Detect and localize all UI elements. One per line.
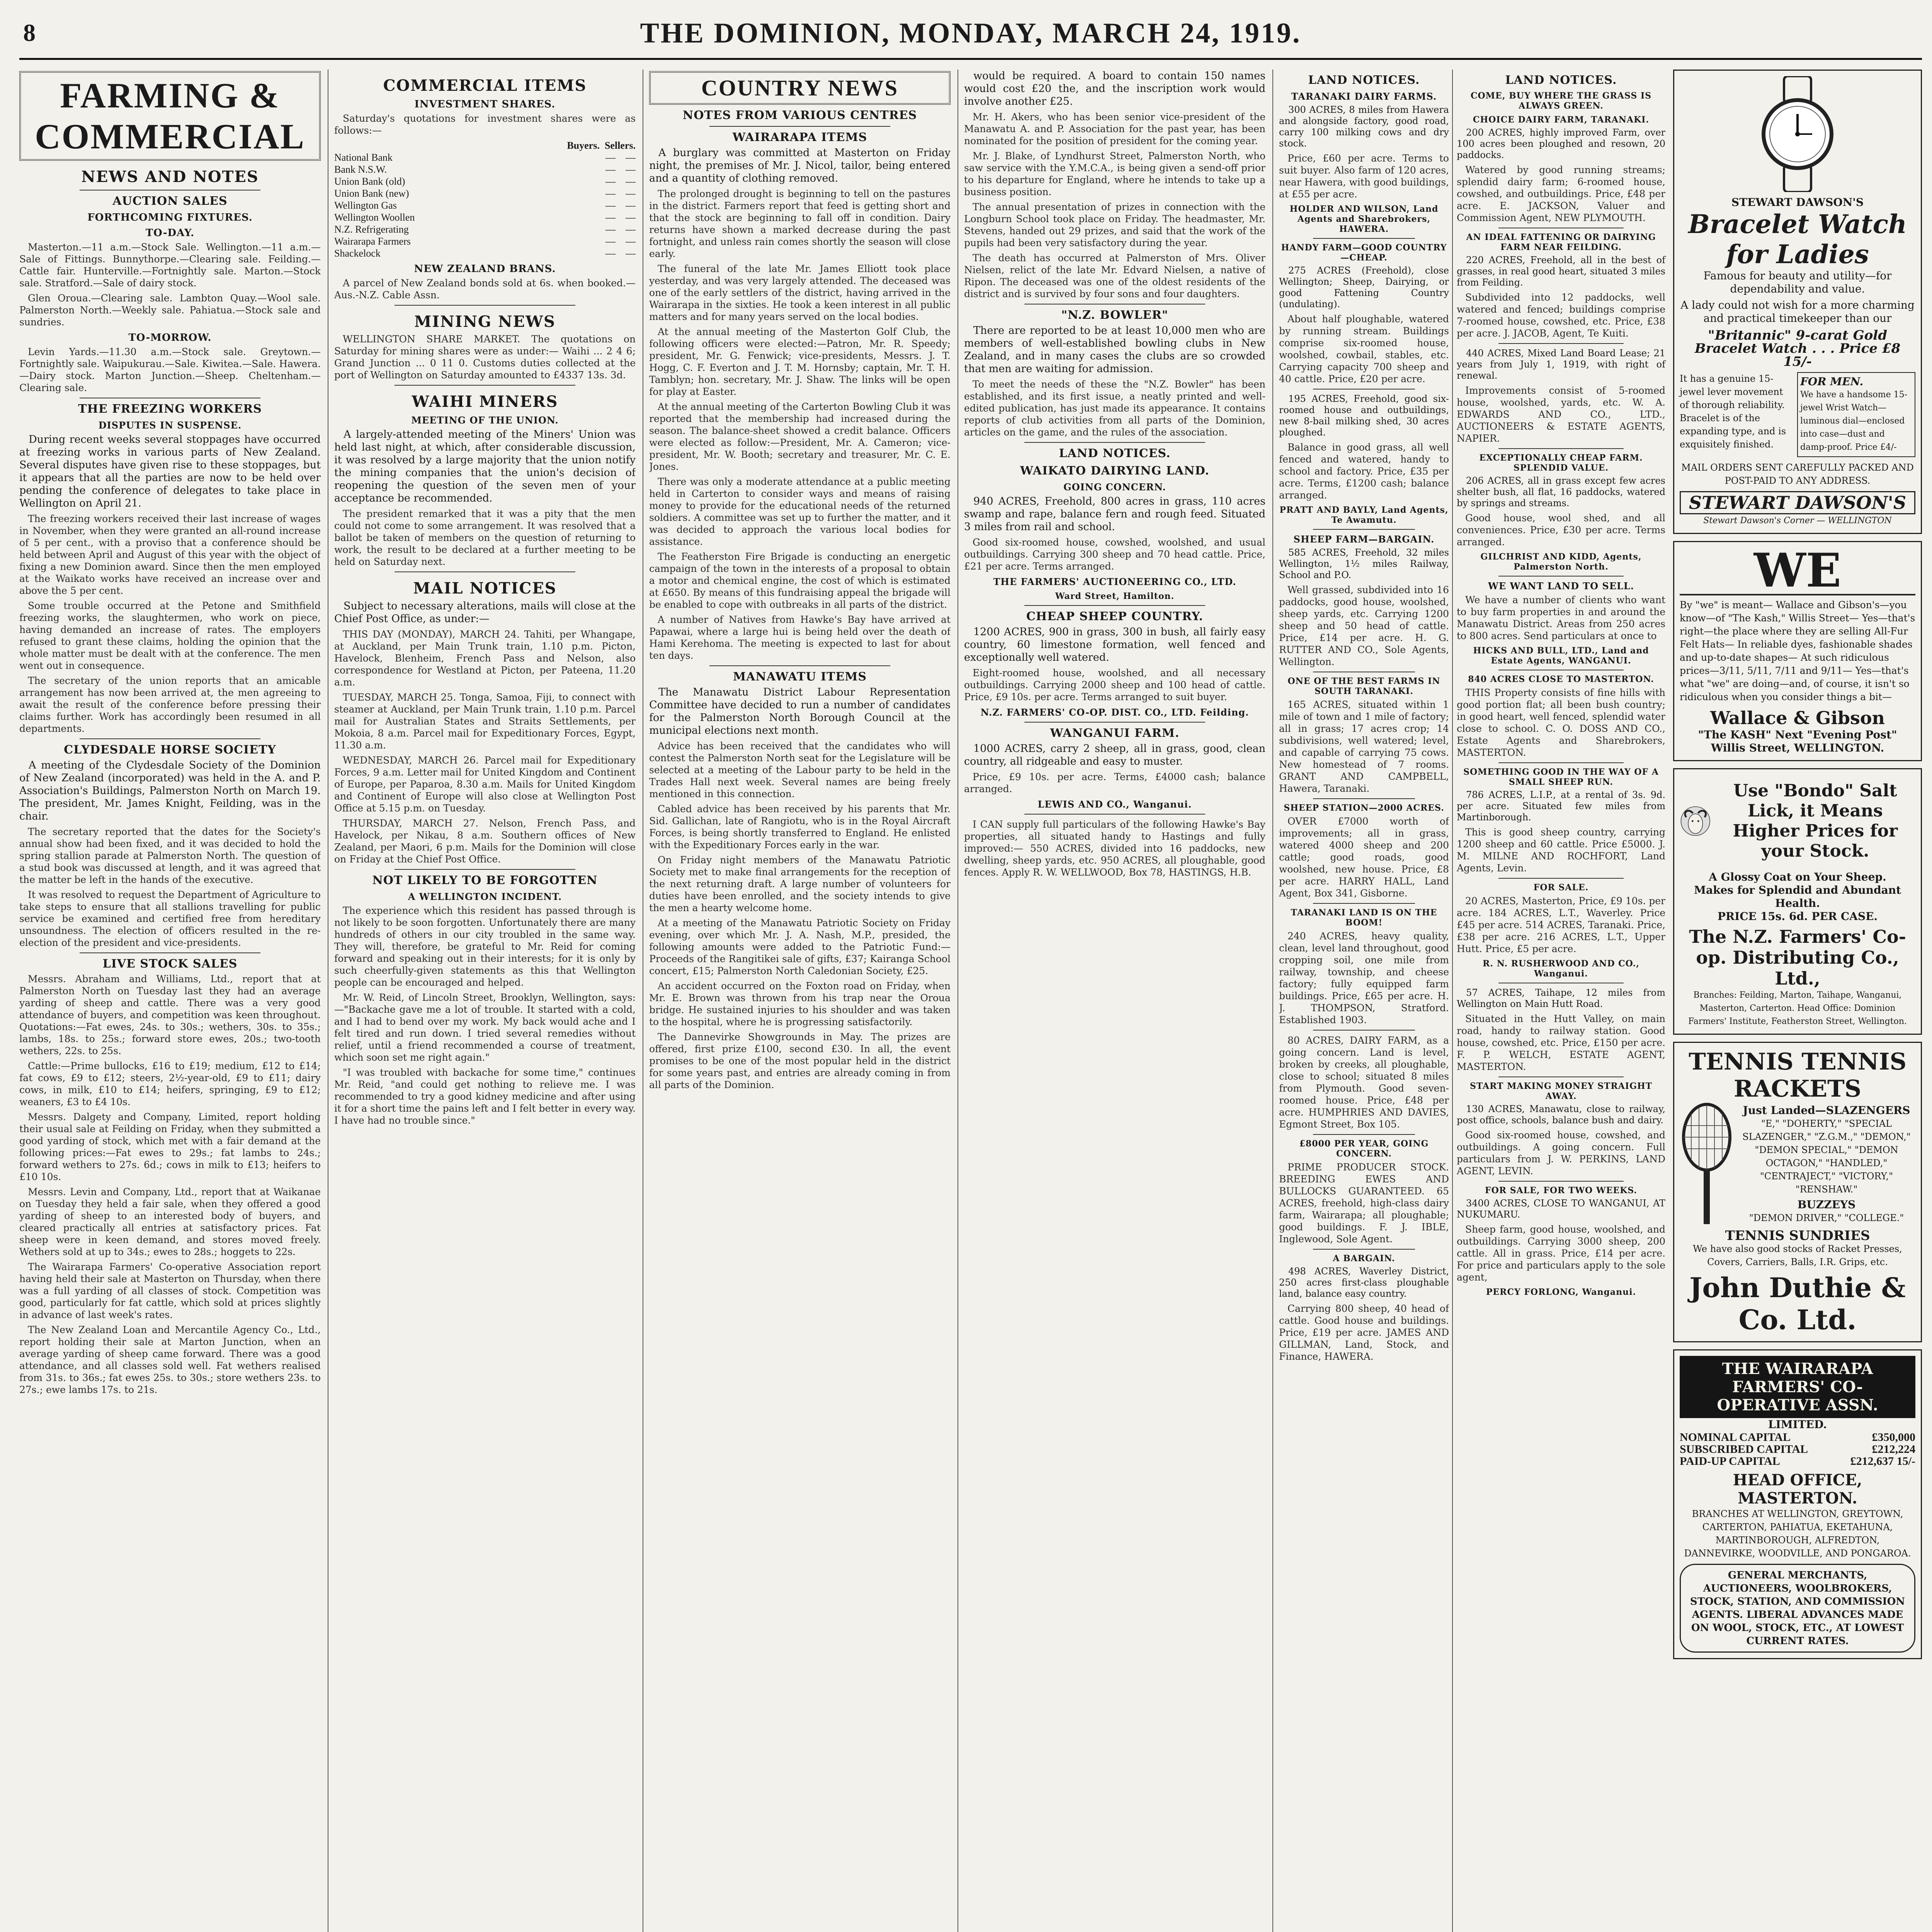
ad-subheading: GOING CONCERN. xyxy=(1063,481,1166,493)
article-heading: "N.Z. BOWLER" xyxy=(1061,308,1168,322)
ad-heading: EXCEPTIONALLY CHEAP FARM. SPLENDID VALUE. xyxy=(1479,453,1643,473)
ad-text: "E," "DOHERTY," "SPECIAL SLAZENGER," "Z.G.M.," "DEMON," "DEMON SPECIAL," "DEMON OCTAGON," "HANDLED," "CENTRAJECT," "VICTORY," "RENSHAW." xyxy=(1742,1118,1911,1195)
article-body: The death has occurred at Palmerston of Mrs. Oliver Nielsen, relict of the late Mr. Edvard Nielsen, a native of Ripon. The deceased was one of the oldest residents of the district and is survived by four sons and four daughters. xyxy=(964,252,1265,299)
ad-subhead: Makes for Splendid and Abundant Health. xyxy=(1694,884,1901,910)
article-body: The Dannevirke Showgrounds in May. The prizes are offered, first prize £100, second £30. In all, the event promises to be one of the most popular held in the district for some years past, and entries are already coming in from all parts of the Dominion. xyxy=(649,1031,951,1090)
agent-name: LEWIS AND CO., Wanganui. xyxy=(1037,799,1192,810)
agent-name: N.Z. FARMERS' CO-OP. DIST. CO., LTD. Feilding. xyxy=(980,707,1249,718)
ad-subhead: BUZZEYS xyxy=(1797,1198,1856,1211)
column-land-notices xyxy=(1279,70,1449,1932)
share-row: Bank N.S.W. — — xyxy=(334,164,636,175)
ad-text: 240 ACRES, heavy quality, clean, level land throughout, good cropping soil, one mile from railway, township, and cheese factory; fully equipped farm buildings. Price, £65 per acre. H. J. THOMPSON, Stratford. Established 1903. xyxy=(1279,930,1449,1026)
ad-text: "DEMON DRIVER," "COLLEGE." xyxy=(1749,1213,1904,1223)
subheading: NEWS AND NOTES xyxy=(81,168,259,186)
ad-text: THIS Property consists of fine hills with good portion flat; all been bush country; in good heart, well fenced, splendid water close to school. C. O. DOSS AND CO., Estate Agents and Sharebrokers, MASTERTON. xyxy=(1457,687,1665,758)
article-body: It was resolved to request the Department of Agriculture to take steps to ensure that all stallions travelling for public service be examined and certified free from hereditary unsoundness. The election of officers resulted in the re-election of the president and vice-presidents. xyxy=(19,889,321,948)
ad-heading: SOMETHING GOOD IN THE WAY OF A SMALL SHEEP RUN. xyxy=(1463,767,1659,787)
ad-text: Situated in the Hutt Valley, on main road, handy to railway station. Good house, cowshed, etc. Price, £150 per acre. F. P. WELCH, ESTATE AGENT, MASTERTON. xyxy=(1457,1013,1665,1072)
ad-heading: WANGANUI FARM. xyxy=(1050,726,1180,740)
ad-text: Carrying 800 sheep, 40 head of cattle. Good house and buildings. Price, £19 per acre. JAMES AND GILLMAN, Land, Stock, and Finance, HAWERA. xyxy=(1279,1303,1449,1362)
brand-tag: STEWART DAWSON'S xyxy=(1731,196,1864,209)
brand-address: Branches: Feilding, Marton, Taihape, Wanganui, Masterton, Carterton. Head Office: Dominion Farmers' Institute, Featherston Street, Wellington. xyxy=(1688,990,1907,1026)
article-body: There are reported to be at least 10,000 men who are members of well-established bowling clubs in New Zealand, and in many cases the clubs are so crowded that men are waiting for admission. xyxy=(964,325,1265,375)
ad-heading: 840 ACRES CLOSE TO MASTERTON. xyxy=(1468,674,1654,684)
ad-text: By "we" is meant— Wallace and Gibson's—you know—of "The Kash," Willis Street— Yes—that's right—the place where they are selling All-Fur Felt Hats— In reliable dyes, fashionable shades and up-to-date shapes— At such ridiculous prices—3/11, 5/11, 7/11 and 9/11— Yes—that's what "we" are doing—and, of course, it isn't so ridiculous when you consider things a bit— xyxy=(1680,599,1915,702)
land-notices-block xyxy=(1457,70,1665,1666)
tennis-rackets-ad xyxy=(1673,1042,1922,1342)
article-heading: MAIL NOTICES xyxy=(413,579,557,597)
section-heading: FARMING & COMMERCIAL xyxy=(19,71,321,161)
newspaper-title: THE DOMINION, MONDAY, MARCH 24, 1919. xyxy=(640,17,1301,49)
land-notices-heading: LAND NOTICES. xyxy=(1505,73,1617,87)
ad-heading: HANDY FARM—GOOD COUNTRY—CHEAP. xyxy=(1281,243,1447,263)
land-notices-heading: LAND NOTICES. xyxy=(1308,73,1420,87)
column-rule xyxy=(1452,70,1453,1932)
article-body: The funeral of the late Mr. James Elliott took place yesterday, and was very largely attended. The deceased was one of the early settlers of the district, having arrived in the Wairarapa in the sixties. He took a keen interest in all public matters and for many years served on the local bodies. xyxy=(649,263,951,322)
shares-table xyxy=(334,151,636,259)
page-number: 8 xyxy=(23,19,36,46)
article-body: To meet the needs of these the "N.Z. Bowler" has been established, and its first issue, a neatly printed and well-edited publication, has just made its appearance. It contains reports of club activities from all parts of the Dominion, articles on the game, and the rules of the association. xyxy=(964,379,1265,438)
article-body: WELLINGTON SHARE MARKET. The quotations on Saturday for mining shares were as under:— Waihi ... 2 4 6; Grand Junction ... 0 11 0. Customs duties collected at the port of Wellington on Saturday amounted to £4337 13s. 3d. xyxy=(334,333,636,381)
ad-heading: A BARGAIN. xyxy=(1333,1253,1395,1264)
article-body: Levin Yards.—11.30 a.m.—Stock sale. Greytown.—Fortnightly sale. Waipukurau.—Sale. Kiwitea.—Sale. Hawera.—Dairy stock. Marton Junction.—Sheep. Cheltenham.—Clearing sale. xyxy=(19,346,321,393)
ad-price: PRICE 15s. 6d. PER CASE. xyxy=(1717,910,1878,923)
article-body: A parcel of New Zealand bonds sold at 6s. when booked.—Aus.-N.Z. Cable Assn. xyxy=(334,277,636,301)
share-row: Wellington Gas — — xyxy=(334,200,636,211)
ad-subhead: LIMITED. xyxy=(1768,1418,1827,1431)
ad-text: Price, £9 10s. per acre. Terms, £4000 cash; balance arranged. xyxy=(964,771,1265,794)
ad-text: 57 ACRES, Taihape, 12 miles from Wellington on Main Hutt Road. xyxy=(1457,987,1665,1009)
article-body: The secretary of the union reports that an amicable arrangement has now been arrived at, the men agreeing to await the result of the conference before pressing their claims further. Work has accordingly been resumed in all departments. xyxy=(19,675,321,734)
display-ads-block xyxy=(1673,70,1922,1666)
article-body: At a meeting of the Manawatu Patriotic Society on Friday evening, over which Mr. J. A. Nash, M.P., presided, the following amounts were added to the Patriotic Fund:—Proceeds of the Rangitikei sale of gifts, £37; Kairanga School concert, £15; Palmerston North Caledonian Society, £25. xyxy=(649,917,951,976)
ad-subheading: CHOICE DAIRY FARM, TARANAKI. xyxy=(1473,115,1650,125)
article-body: would be required. A board to contain 150 names would cost £20 the, and the inscription work would involve another £25. xyxy=(964,70,1265,107)
ad-text: Subdivided into 12 paddocks, well watered and fenced; buildings comprise 7-roomed house, cowshed, etc. Price, £38 per acre. J. JACOB, Agent, Te Kuiti. xyxy=(1457,292,1665,339)
day-heading: TO-MORROW. xyxy=(128,332,212,344)
ad-headline: WE xyxy=(1680,548,1915,595)
agent-name: R. N. RUSHERWOOD AND CO., Wanganui. xyxy=(1483,959,1639,979)
agent-name: PRATT AND BAYLY, Land Agents, Te Awamutu. xyxy=(1279,505,1449,525)
article-heading: WAIHI MINERS xyxy=(412,393,558,411)
ad-subhead: HEAD OFFICE, MASTERTON. xyxy=(1733,1471,1862,1507)
ad-text: 1200 ACRES, 900 in grass, 300 in bush, all fairly easy country, 60 limestone formation, well fenced and exceptionally well watered. xyxy=(964,626,1265,663)
ad-text: Balance in good grass, all well fenced and watered, handy to school and factory. Price, £35 per acre. Terms, £1200 cash; balance arranged. xyxy=(1279,442,1449,501)
ad-text: 206 ACRES, all in grass except few acres shelter bush, all flat, 16 paddocks, watered by springs and streams. xyxy=(1457,475,1665,509)
article-body: A meeting of the Clydesdale Society of the Dominion of New Zealand (incorporated) was held in the A. and P. Association's Buildings, Palmerston North on March 19. The president, Mr. James Knight, Feilding, was in the chair. xyxy=(19,759,321,822)
article-body: The Wairarapa Farmers' Co-operative Association report having held their sale at Masterton on Thursday, when there was a full yarding of all classes of stock. Competition was good, particularly for fat cattle, which sold at prices slightly in advance of last week's rates. xyxy=(19,1261,321,1320)
ad-heading: TARANAKI DAIRY FARMS. xyxy=(1291,91,1437,102)
article-body: Mr. J. Blake, of Lyndhurst Street, Palmerston North, who saw service with the Y.M.C.A., is being given a send-off prior to his departure for England, where he intends to take up a business position. xyxy=(964,150,1265,197)
article-body: The freezing workers received their last increase of wages in November, when they were granted an all-round increase of 5 per cent., with a proviso that a conference should be held between April and August of this year with the object of fixing a new Dominion award. Since then the men employed at the Waikato works have received an increase over and above the 5 per cent. xyxy=(19,513,321,596)
ad-heading: FOR SALE. xyxy=(1533,883,1589,893)
ad-text: 3400 ACRES, CLOSE TO WANGANUI, AT NUKUMARU. xyxy=(1457,1198,1665,1220)
article-body: At the annual meeting of the Carterton Bowling Club it was reported that the membership had increased during the season. The balance-sheet showed a credit balance. Officers were elected as follow:—President, Mr. A. Cameron; vice-president, Mr. W. Booth; secretary and treasurer, Mr. C. E. Jones. xyxy=(649,401,951,472)
share-row: Union Bank (new) — — xyxy=(334,188,636,199)
ad-text: We have also good stocks of Racket Presses, Covers, Carriers, Balls, I.R. Grips, etc. xyxy=(1693,1243,1902,1267)
ad-text: 940 ACRES, Freehold, 800 acres in grass, 110 acres swamp and rape, balance fern and rough feed. Situated 3 miles from rail and school. xyxy=(964,495,1265,533)
article-body: TUESDAY, MARCH 25. Tonga, Samoa, Fiji, to connect with steamer at Auckland, per Main Trunk train, 1.10 p.m. Parcel mail for Australian States and Straits Settlements, per Mokoia, 8 a.m. Parcel mail for Expeditionary Forces, Egypt, 11.30 a.m. xyxy=(334,692,636,751)
ad-text: BRANCHES AT WELLINGTON, GREYTOWN, CARTERTON, PAHIATUA, EKETAHUNA, MARTINBOROUGH, ALFREDTON, DANNEVIRKE, WOODVILLE, AND PONGAROA. xyxy=(1684,1509,1911,1559)
ad-text: Eight-roomed house, woolshed, and all necessary outbuildings. Carrying 2000 sheep and 100 head of cattle. Price, £9 10s. per acre. Terms arranged to suit buyer. xyxy=(964,667,1265,702)
ad-text: 300 ACRES, 8 miles from Hawera and alongside factory, good road, carry 100 milking cows and dry stock. xyxy=(1279,104,1449,149)
section-heading: COUNTRY NEWS xyxy=(649,71,951,105)
article-subheading: DISPUTES IN SUSPENSE. xyxy=(98,420,242,431)
ad-heading: AN IDEAL FATTENING OR DAIRYING FARM NEAR FEILDING. xyxy=(1466,232,1656,252)
article-body: A burglary was committed at Masterton on Friday night, the premises of Mr. J. Nicol, tailor, being entered and a quantity of clothing removed. xyxy=(649,147,951,184)
ad-heading: ONE OF THE BEST FARMS IN SOUTH TARANAKI. xyxy=(1287,676,1440,696)
article-body: Mr. W. Reid, of Lincoln Street, Brooklyn, Wellington, says:—"Backache gave me a lot of trouble. It started with a cold, and I had to bend over my work. My back would ache and I felt tired and run down. I tried several remedies without relief, until a friend recommended a course of treatment, which soon set me right again." xyxy=(334,992,636,1063)
masthead xyxy=(19,15,1922,60)
agent-name: THE FARMERS' AUCTIONEERING CO., LTD. xyxy=(993,576,1236,587)
article-body: Cattle:—Prime bullocks, £16 to £19; medium, £12 to £14; fat cows, £9 to £12; steers, 2½-year-old, £9 to £11; dairy cows, in milk, £10 to £14; heifers, springing, £9 to £12; weaners, £3 to £4 10s. xyxy=(19,1060,321,1107)
agent-name: GILCHRIST AND KIDD, Agents, Palmerston North. xyxy=(1480,552,1642,572)
column-rule xyxy=(1272,70,1273,1932)
article-body: On Friday night members of the Manawatu Patriotic Society met to make final arrangements for the reception of the next returning draft. A large number of volunteers for duties have been enrolled, and the society intends to give the men a hearty welcome home. xyxy=(649,854,951,913)
ad-text: 440 ACRES, Mixed Land Board Lease; 21 years from July 1, 1919, with right of renewal. xyxy=(1457,348,1665,381)
column-farming xyxy=(19,70,321,1932)
share-row: Wairarapa Farmers — — xyxy=(334,236,636,247)
article-body: Mr. H. Akers, who has been senior vice-president of the Manawatu A. and P. Association for the past year, has been nominated for the position of president for the coming year. xyxy=(964,111,1265,146)
article-heading: MANAWATU ITEMS xyxy=(733,670,867,684)
article-body: The annual presentation of prizes in connection with the Longburn School took place on Friday. The headmaster, Mr. Stevens, handed out 29 prizes, and said that the work of the pupils had been very satisfactory during the year. xyxy=(964,201,1265,248)
ad-heading: FOR SALE, FOR TWO WEEKS. xyxy=(1485,1185,1637,1196)
share-row: Shackelock — — xyxy=(334,248,636,259)
tennis-racket-icon xyxy=(1680,1102,1734,1226)
article-heading: MINING NEWS xyxy=(414,313,556,331)
article-heading: THE FREEZING WORKERS xyxy=(78,402,262,416)
column-ads xyxy=(1457,70,1922,1932)
ad-text: We have a number of clients who want to buy farm properties in and around the Manawatu District. Areas from 250 acres to 800 acres. Send particulars at once to xyxy=(1457,594,1665,641)
article-body: Messrs. Dalgety and Company, Limited, report holding their usual sale at Feilding on Friday, when they submitted a good yarding of stock, which met with a fair demand at the following prices:—Fat ewes to 29s.; fat lambs to 24s.; forward wethers to 27s. 6d.; cows in milk to £13; heifers to £10 10s. xyxy=(19,1111,321,1182)
article-body: WEDNESDAY, MARCH 26. Parcel mail for Expeditionary Forces, 9 a.m. Letter mail for United Kingdom and Continent of Europe, per Paparoa, 8.30 a.m. Mails for United Kingdom and Continent of Europe will also close at Wellington Post Office at 5.15 p.m. on Tuesday. xyxy=(334,755,636,814)
article-body: Cabled advice has been received by his parents that Mr. Sid. Gallichan, late of Rangiotu, who is in the Royal Aircraft Forces, is being shortly transferred to England. He enlisted with the Expeditionary Forces early in the war. xyxy=(649,803,951,850)
article-body: Subject to necessary alterations, mails will close at the Chief Post Office, as under:— xyxy=(334,600,636,625)
bracelet-watch-icon xyxy=(1747,76,1848,192)
subheading: NOTES FROM VARIOUS CENTRES xyxy=(682,109,917,122)
ad-text: I CAN supply full particulars of the following Hawke's Bay properties, all situated handy to Hastings and fully improved:— 550 ACRES, divided into 16 paddocks, new dwelling, sheep yards, etc. 950 ACRES, all ploughable, good fences. Apply R. W. WELLWOOD, Box 78, HASTINGS, H.B. xyxy=(964,819,1265,878)
ad-text: 200 ACRES, highly improved Farm, over 100 acres been ploughed and resown, 20 paddocks. xyxy=(1457,127,1665,160)
article-body: At the annual meeting of the Masterton Golf Club, the following officers were elected:—Patron, Mr. R. Speedy; president, Mr. G. Fenwick; vice-presidents, Messrs. J. T. Hogg, C. F. Everton and J. T. M. Hornsby; captain, Mr. T. H. Tamblyn; hon. secretary, Mr. J. Shaw. The links will be open for play at Easter. xyxy=(649,326,951,397)
wallace-gibson-ad xyxy=(1673,541,1922,761)
article-heading: NOT LIKELY TO BE FORGOTTEN xyxy=(372,874,598,887)
day-heading: TO-DAY. xyxy=(145,227,195,239)
column-continued xyxy=(964,70,1265,1932)
ad-headline: Bracelet Watch for Ladies xyxy=(1688,209,1907,269)
capital-row: PAID-UP CAPITAL £212,637 15/- xyxy=(1680,1455,1915,1468)
article-body: Glen Oroua.—Clearing sale. Lambton Quay.—Wool sale. Palmerston North.—Weekly sale. Pahiatua.—Stock sale and sundries. xyxy=(19,293,321,328)
ad-text: GENERAL MERCHANTS, AUCTIONEERS, WOOLBROKERS, STOCK, STATION, AND COMMISSION AGENTS. LIBERAL ADVANCES MADE ON WOOL, STOCK, ETC., AT LOWEST CURRENT RATES. xyxy=(1680,1564,1915,1653)
ad-headline: TENNIS TENNIS RACKETS xyxy=(1689,1048,1906,1102)
ad-text: Good house, wool shed, and all conveniences. Price, £30 per acre. Terms arranged. xyxy=(1457,512,1665,548)
article-subheading: MEETING OF THE UNION. xyxy=(411,415,559,426)
brand-name: Wallace & Gibson xyxy=(1710,707,1885,728)
ad-text: 498 ACRES, Waverley District, 250 acres first-class ploughable land, balance easy country. xyxy=(1279,1266,1449,1299)
ad-price: "Britannic" 9-carat Gold Bracelet Watch . . . Price £8 15/- xyxy=(1694,328,1901,369)
article-body: The experience which this resident has passed through is not likely to be soon forgotten. Unfortunately there are many hundreds of others in our city troubled in the same way. They will, therefore, be grateful to Mr. Reid for coming forward and speaking out in their interests; for it is only by such cheerfully-given statements as this that Wellington people can be encouraged and helped. xyxy=(334,905,636,988)
ad-subhead: FOR MEN. xyxy=(1800,375,1864,388)
ad-text: MAIL ORDERS SENT CAREFULLY PACKED AND POST-PAID TO ANY ADDRESS. xyxy=(1681,462,1914,486)
ad-text: Good six-roomed house, cowshed, woolshed, and usual outbuildings. Carrying 300 sheep and 70 head cattle. Price, £21 per acre. Terms arranged. xyxy=(964,537,1265,572)
article-subheading: FORTHCOMING FIXTURES. xyxy=(87,212,253,223)
article-body: A largely-attended meeting of the Miners' Union was held last night, at which, after considerable discussion, it was resolved by a large majority that the union notify the mining companies that the union's decision of reopening the question of the seven men of your acceptance be recommended. xyxy=(334,429,636,504)
article-body: The Manawatu District Labour Representation Committee have decided to run a number of candidates for the Palmerston North Borough Council at the municipal elections next month. xyxy=(649,686,951,736)
ram-head-icon xyxy=(1680,775,1711,867)
ad-heading: SHEEP STATION—2000 ACRES. xyxy=(1284,803,1444,813)
brand-name: STEWART DAWSON'S xyxy=(1680,491,1915,514)
article-heading: LIVE STOCK SALES xyxy=(102,957,238,971)
article-body: The Featherston Fire Brigade is conducting an energetic campaign of the town in the interests of a proposal to obtain a motor and chemical engine, the cost of which is estimated at £650. By means of this fundraising appeal the brigade will be enabled to cope with outbreaks in all parts of the district. xyxy=(649,551,951,610)
article-body: During recent weeks several stoppages have occurred at freezing works in various parts of New Zealand. Several disputes have given rise to these stoppages, but it appears that all the parties are now to be held over pending the conference of delegates to take place in Wellington on April 21. xyxy=(19,434,321,509)
ad-headline: Use "Bondo" Salt Lick, it Means Higher Prices for your Stock. xyxy=(1733,781,1898,861)
ad-heading: CHEAP SHEEP COUNTRY. xyxy=(1026,610,1204,623)
capital-row: SUBSCRIBED CAPITAL £212,224 xyxy=(1680,1443,1915,1456)
ad-heading: TARANAKI LAND IS ON THE BOOM! xyxy=(1291,908,1437,928)
ad-text: 786 ACRES, L.I.P., at a rental of 3s. 9d. per acre. Situated few miles from Martinborough. xyxy=(1457,789,1665,823)
wairarapa-farmers-ad xyxy=(1673,1349,1922,1659)
ad-text: 20 ACRES, Masterton, Price, £9 10s. per acre. 184 ACRES, L.T., Waverley. Price £45 per acre. 514 ACRES, Taranaki. Price, £38 per acre. 216 ACRES, L.T., Upper Hutt. Price, £5 per acre. xyxy=(1457,895,1666,954)
share-row: Wellington Woollen — — xyxy=(334,212,636,223)
agent-name: PERCY FORLONG, Wanganui. xyxy=(1486,1287,1636,1297)
ad-text: 80 ACRES, DAIRY FARM, as a going concern. Land is level, broken by creeks, all ploughable, close to school; situated 8 miles from Plymouth. Good seven-roomed house. Price, £48 per acre. HUMPHRIES AND DAVIES, Egmont Street, Box 105. xyxy=(1279,1035,1449,1130)
ad-text: 195 ACRES, Freehold, good six-roomed house and outbuildings, new 8-bail milking shed, 30 acres ploughed. xyxy=(1279,393,1449,438)
article-body: THIS DAY (MONDAY), MARCH 24. Tahiti, per Whangape, at Auckland, per Main Trunk train, 1.10 p.m. Picton, Havelock, Blenheim, French Pass and Nelson, also correspondence for Westland at Picton, per Pateena, 11.20 a.m. xyxy=(334,629,636,688)
share-row: National Bank — — xyxy=(334,152,636,163)
column-country xyxy=(649,70,951,1932)
article-subheading: INVESTMENT SHARES. xyxy=(414,99,556,110)
ad-heading: £8000 PER YEAR, GOING CONCERN. xyxy=(1299,1139,1429,1159)
ad-text: 220 ACRES, Freehold, all in the best of grasses, in real good heart, situated 3 miles from Feilding. xyxy=(1457,255,1665,288)
capital-row: NOMINAL CAPITAL £350,000 xyxy=(1680,1431,1915,1444)
ad-subhead: TENNIS SUNDRIES xyxy=(1725,1228,1870,1243)
ad-text: OVER £7000 worth of improvements; all in grass, watered 4000 sheep and 200 cattle; good roads, good woolshed, new house. Price, £8 per acre. HARRY HALL, Land Agent, Box 341, Gisborne. xyxy=(1279,816,1449,899)
ad-text: Improvements consist of 5-roomed house, woolshed, yards, etc. W. A. EDWARDS AND CO., LTD., AUCTIONEERS & ESTATE AGENTS, NAPIER. xyxy=(1457,385,1665,444)
ad-text: Watered by good running streams; splendid dairy farm; 6-roomed house, cowshed, and outbuildings. Price, £48 per acre. E. JACKSON, Valuer and Commission Agent, NEW PLYMOUTH. xyxy=(1457,164,1665,223)
ad-text: Well grassed, subdivided into 16 paddocks, good house, woolshed, sheep yards, etc. Carrying 1200 sheep and 50 head of cattle. Price, £14 per acre. H. G. RUTTER AND CO., Sole Agents, Wellington. xyxy=(1279,584,1449,667)
ad-text: 1000 ACRES, carry 2 sheep, all in grass, good, clean country, all ridgeable and easy to muster. xyxy=(964,743,1265,767)
ad-text: Price, £60 per acre. Terms to suit buyer. Also farm of 120 acres, near Hawera, with good buildings, at £55 per acre. xyxy=(1279,153,1449,200)
brand-address: Stewart Dawson's Corner — WELLINGTON xyxy=(1703,516,1892,526)
ad-text: About half ploughable, watered by running stream. Buildings comprise six-roomed house, woolshed, cowbail, stables, etc. Carrying capacity 700 sheep and 40 cattle. Price, £20 per acre. xyxy=(1279,313,1449,384)
column-commercial xyxy=(334,70,636,1932)
ad-text: 130 ACRES, Manawatu, close to railway, post office, schools, balance bush and dairy. xyxy=(1457,1104,1665,1126)
ad-headline: THE WAIRARAPA FARMERS' CO-OPERATIVE ASSN. xyxy=(1680,1356,1915,1418)
ad-text: Famous for beauty and utility—for dependability and value. xyxy=(1703,269,1892,295)
ad-text: Sheep farm, good house, woolshed, and outbuildings. Carrying 3000 sheep, 200 cattle. All in grass. Price, £14 per acre. For price and particulars apply to the sole agent, xyxy=(1457,1224,1665,1283)
ad-text: This is good sheep country, carrying 1200 sheep and 60 cattle. Price £5000. J. M. MILNE AND ROCHFORT, Land Agents, Levin. xyxy=(1457,827,1665,874)
article-body: There was only a moderate attendance at a public meeting held in Carterton to consider ways and means of raising money to provide for the educational needs of the returned soldiers. A committee was set up to further the matter, and it was decided to approach the various local bodies for assistance. xyxy=(649,476,951,547)
article-body: THURSDAY, MARCH 27. Nelson, French Pass, and Havelock, per Nikau, 8 a.m. Southern offices of New Zealand, per Maori, 6 p.m. Mails for the Dominion will close on Friday at the Chief Post Office. xyxy=(334,818,636,865)
ad-heading: WAIKATO DAIRYING LAND. xyxy=(1020,464,1209,478)
ad-text: A lady could not wish for a more charming and practical timekeeper than our xyxy=(1680,299,1915,325)
ad-text: Good six-roomed house, cowshed, and outbuildings. A going concern. Full particulars from J. W. PERKINS, LAND AGENT, LEVIN. xyxy=(1457,1129,1665,1177)
ad-heading: SHEEP FARM—BARGAIN. xyxy=(1293,534,1435,545)
article-subheading: NEW ZEALAND BRANS. xyxy=(414,263,556,275)
article-heading: CLYDESDALE HORSE SOCIETY xyxy=(64,743,276,757)
article-body: "I was troubled with backache for some time," continues Mr. Reid, "and could get nothing to relieve me. I was recommended to try a good kidney medicine and after using it for a short time the pains left and I felt better in every way. I have had no trouble since." xyxy=(334,1067,636,1126)
bondo-salt-lick-ad xyxy=(1673,768,1922,1035)
share-row: Union Bank (old) — — xyxy=(334,176,636,187)
article-body: A number of Natives from Hawke's Bay have arrived at Papawai, where a large hui is being held over the death of Hami Kerehoma. The meeting is expected to last for about ten days. xyxy=(649,614,951,661)
agent-address: Ward Street, Hamilton. xyxy=(1055,591,1175,601)
ad-subhead: A Glossy Coat on Your Sheep. xyxy=(1709,871,1886,883)
brand-name: John Duthie & Co. Ltd. xyxy=(1689,1272,1906,1336)
ad-subhead: Just Landed—SLAZENGERS xyxy=(1743,1104,1910,1117)
article-body: The New Zealand Loan and Mercantile Agency Co., Ltd., report holding their sale at Marton Junction, when an average yarding of sheep came forward. There was a good attendance, and all classes sold well. Fat wethers realised from 31s. to 36s.; fat ewes 25s. to 30s.; store wethers 23s. to 27s.; ewe lambs 17s. to 21s. xyxy=(19,1324,321,1395)
article-body: Masterton.—11 a.m.—Stock Sale. Wellington.—11 a.m.—Sale of Fittings. Bunnythorpe.—Clearing sale. Feilding.—Cattle fair. Hunterville.—Fortnightly sale. Marton.—Stock sale. Stratford.—Sale of dairy stock. xyxy=(19,242,321,289)
agent-name: HOLDER AND WILSON, Land Agents and Sharebrokers, HAWERA. xyxy=(1289,204,1439,234)
agent-name: HICKS AND BULL, LTD., Land and Estate Agents, WANGANUI. xyxy=(1473,646,1649,666)
share-row: N.Z. Refrigerating — — xyxy=(334,224,636,235)
land-notices-heading: LAND NOTICES. xyxy=(1059,447,1171,460)
newspaper-page xyxy=(19,15,1922,1932)
article-heading: WAIRARAPA ITEMS xyxy=(732,131,867,144)
article-body: Saturday's quotations for investment shares were as follows:— xyxy=(334,113,636,136)
article-subheading: A WELLINGTON INCIDENT. xyxy=(408,891,562,902)
ad-heading: COME, BUY WHERE THE GRASS IS ALWAYS GREEN. xyxy=(1470,91,1652,111)
brand-name: The N.Z. Farmers' Co-op. Distributing Co., Ltd., xyxy=(1689,926,1906,989)
ad-heading: START MAKING MONEY STRAIGHT AWAY. xyxy=(1469,1081,1653,1101)
article-heading: COMMERCIAL ITEMS xyxy=(383,77,587,95)
ad-text: 585 ACRES, Freehold, 32 miles Wellington, 1½ miles Railway, School and P.O. xyxy=(1279,547,1449,580)
article-body: The secretary reported that the dates for the Society's annual show had been fixed, and it was decided to hold the spring stallion parade at Palmerston North. The question of a stud book was discussed at length, and it was agreed that the matter be left in the hands of the executive. xyxy=(19,826,321,885)
article-heading: AUCTION SALES xyxy=(112,194,228,208)
ad-text: 165 ACRES, situated within 1 mile of town and 1 mile of factory; all in grass; 17 acres crop; 14 subdivisions, well watered; level, and capable of carrying 75 cows. New homestead of 7 rooms. GRANT AND CAMPBELL, Hawera, Taranaki. xyxy=(1279,699,1449,794)
brand-address: "The KASH" Next "Evening Post" Willis Street, WELLINGTON. xyxy=(1698,728,1897,754)
stewart-dawson-ad xyxy=(1673,70,1922,534)
article-body: An accident occurred on the Foxton road on Friday, when Mr. E. Brown was thrown from his trap near the Oroua bridge. He sustained injuries to his shoulder and was taken to the hospital, where he is progressing satisfactorily. xyxy=(649,980,951,1027)
ad-text: 275 ACRES (Freehold), close Wellington; Sheep, Dairying, or good Fattening Country (undulating). xyxy=(1279,265,1449,310)
ad-text: We have a handsome 15-jewel Wrist Watch—luminous dial—enclosed into case—dust and damp-proof. Price £4/- xyxy=(1800,390,1908,452)
article-body: The president remarked that it was a pity that the men could not come to some arrangement. It was resolved that a ballot be taken of members on the question of returning to work, the result to be declared at a further meeting to be held on Saturday next. xyxy=(334,508,636,567)
shares-header: Buyers. Sellers. xyxy=(567,140,636,151)
article-body: Messrs. Levin and Company, Ltd., report that at Waikanae on Tuesday they held a fair sale, when they offered a good yarding of sheep to an interested body of buyers, and cleared practically all entries at satisfactory prices. Fat sheep were in keen demand, and stores moved freely. Wethers sold at up to 34s.; ewes to 28s.; hoggets to 22s. xyxy=(19,1186,321,1257)
article-body: The prolonged drought is beginning to tell on the pastures in the district. Farmers report that feed is getting short and that the stock are beginning to fall off in condition. Dairy returns have shown a marked decrease during the past fortnight, and unless rain comes shortly the season will close early. xyxy=(649,188,951,259)
ad-text: PRIME PRODUCER STOCK. BREEDING EWES AND BULLOCKS GUARANTEED. 65 ACRES, freehold, high-class dairy farm, Wairarapa; all ploughable; good buildings. F. J. IBLE, Inglewood, Sole Agent. xyxy=(1279,1162,1449,1245)
column-rule xyxy=(957,70,958,1932)
article-body: Messrs. Abraham and Williams, Ltd., report that at Palmerston North on Tuesday last they had an average yarding of sheep and cattle. There was a very good attendance of buyers, and competition was keen throughout. Quotations:—Fat ewes, 24s. to 30s.; wethers, 30s. to 35s.; lambs, 18s. to 25s.; forward store ewes, 20s.; two-tooth wethers, 22s. to 25s. xyxy=(19,973,321,1056)
ad-text: It has a genuine 15-jewel lever movement of thorough reliability. Bracelet is of the expanding type, and is exquisitely finished. xyxy=(1680,373,1786,450)
article-body: Some trouble occurred at the Petone and Smithfield freezing works, the slaughtermen, who work on piece, having demanded an increase of rates. The employers refused to grant these claims, holding the opinion that the whole matter must be dealt with at the conference. The men went out in consequence. xyxy=(19,600,321,671)
ad-heading: WE WANT LAND TO SELL. xyxy=(1488,580,1634,592)
article-body: Advice has been received that the candidates who will contest the Palmerston North seat for the Legislature will be selected at a meeting of the Labour party to be held in the Trades Hall next week. Several names are being freely mentioned in this connection. xyxy=(649,740,951,799)
